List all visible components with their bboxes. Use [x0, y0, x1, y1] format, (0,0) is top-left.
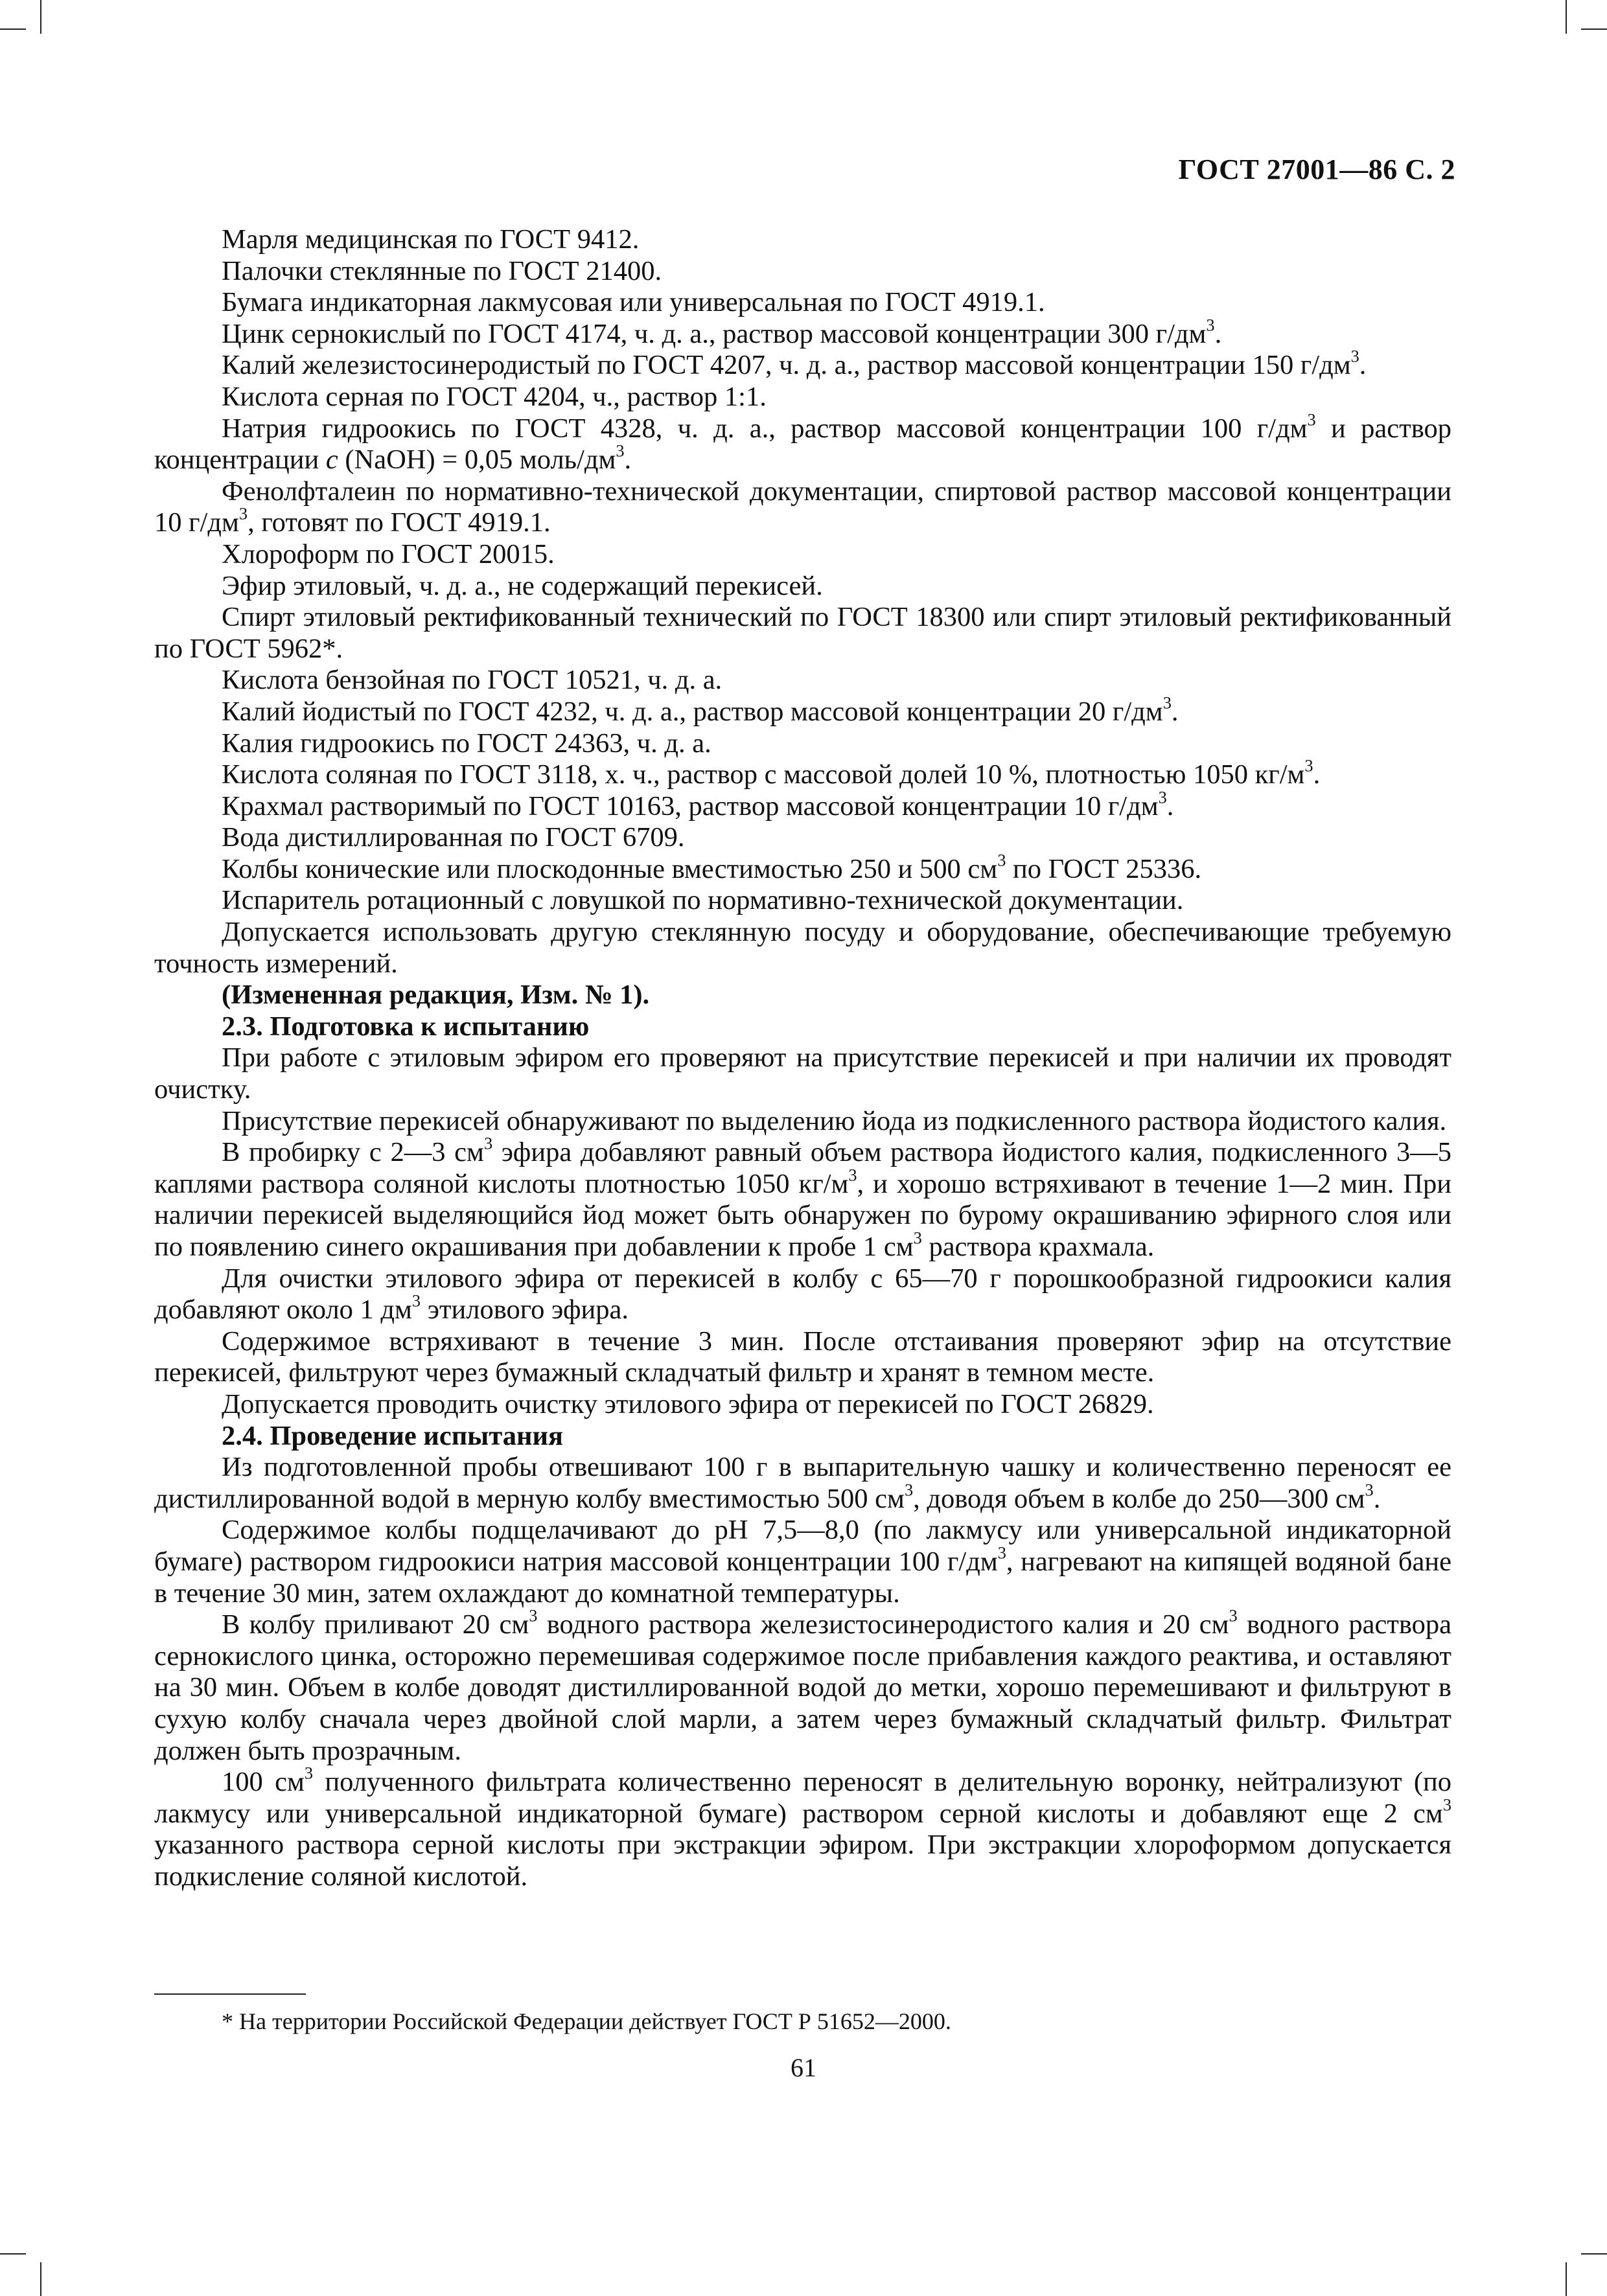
footnote-divider: [154, 1993, 306, 1995]
paragraph: Кислота бензойная по ГОСТ 10521, ч. д. а.: [222, 665, 723, 696]
paragraph: Эфир этиловый, ч. д. а., не содержащий перекисей.: [222, 570, 823, 601]
paragraph: Калий йодистый по ГОСТ 4232, ч. д. а., раствор массовой концентрации 20 $г/дм^3$.: [222, 693, 1179, 727]
paragraph: Спирт этиловый ректификованный технический по ГОСТ 18300 или спирт этиловый ректификованный по ГОСТ 5962*.: [154, 602, 1451, 664]
page-number: 61: [791, 2053, 816, 2082]
paragraph: В колбу приливают 20 $см^3$ водного раствора железистосинеродистого калия и 20 $см^3$ водного раствора сернокислого цинка, осторожно перемешивая содержимое после прибавления каждого реактива, и оставляют на 30 мин. Объем в колбе доводят дистиллированной водой до метки, хорошо перемешивают и фильтруют в сухую колбу сначала через двойной слой марли, а затем через бумажный складчатый фильтр. Фильтрат должен быть прозрачным.: [154, 1606, 1452, 1766]
crop-mark: [1581, 29, 1607, 30]
document-body: [154, 224, 1451, 1892]
crop-mark: [1581, 2253, 1607, 2255]
paragraph: Из подготовленной пробы отвешивают 100 г в выпарительную чашку и количественно переносят ее дистиллированной водой в мерную колбу вместимостью 500 $см^3$, доводя объем в колбе до 250—300 $см^3$.: [154, 1452, 1451, 1514]
section-heading: 2.3. Подготовка к испытанию: [222, 1011, 590, 1042]
crop-mark: [0, 29, 26, 30]
paragraph: Кислота серная по ГОСТ 4204, ч., раствор 1:1.: [222, 381, 767, 412]
paragraph: Крахмал растворимый по ГОСТ 10163, раствор массовой концентрации 10 $г/дм^3$.: [222, 788, 1174, 821]
crop-mark: [1566, 0, 1567, 34]
paragraph: Испаритель ротационный с ловушкой по нормативно-технической документации.: [222, 885, 1184, 916]
paragraph: При работе с этиловым эфиром его проверяют на присутствие перекисей и при наличии их проводят очистку.: [154, 1042, 1451, 1105]
paragraph: Допускается использовать другую стеклянную посуду и оборудование, обеспечивающие требуемую точность измерений.: [154, 917, 1451, 979]
paragraph: Допускается проводить очистку этилового эфира от перекисей по ГОСТ 26829.: [222, 1388, 1154, 1419]
crop-mark: [0, 2253, 26, 2255]
page-header: ГОСТ 27001—86 С. 2: [1178, 154, 1455, 185]
paragraph: Хлороформ по ГОСТ 20015.: [222, 538, 555, 569]
paragraph: Натрия гидроокись по ГОСТ 4328, ч. д. а., раствор массовой концентрации 100 $г/дм^3$ и раствор концентрации с (NaOH) = 0,05 моль/$дм^3$.: [154, 410, 1451, 476]
paragraph: В пробирку с 2—3 $см^3$ эфира добавляют равный объем раствора йодистого калия, подкисленного 3—5 каплями раствора соляной кислоты плотностью 1050 $кг/м^3$, и хорошо встряхивают в течение 1—2 мин. При наличии перекисей выделяющийся йод может быть обнаружен по бурому окрашиванию эфирного слоя или по появлению синего окрашивания при добавлении к пробе 1 $см^3$ раствора крахмала.: [154, 1134, 1452, 1262]
paragraph: Для очистки этилового эфира от перекисей в колбу с 65—70 г порошкообразной гидроокиси калия добавляют около 1 $дм^3$ этилового эфира.: [154, 1263, 1451, 1326]
paragraph: Калия гидроокись по ГОСТ 24363, ч. д. а.: [222, 728, 711, 759]
paragraph: Колбы конические или плоскодонные вместимостью 250 и 500 $см^3$ по ГОСТ 25336.: [222, 851, 1202, 884]
crop-mark: [1566, 2262, 1567, 2296]
paragraph: Палочки стеклянные по ГОСТ 21400.: [222, 255, 662, 286]
paragraph: Марля медицинская по ГОСТ 9412.: [222, 224, 640, 255]
paragraph: Бумага индикаторная лакмусовая или универсальная по ГОСТ 4919.1.: [222, 287, 1045, 318]
crop-mark: [40, 0, 41, 34]
paragraph: Фенолфталеин по нормативно-технической документации, спиртовой раствор массовой концентрации 10 $г/дм^3$, готовят по ГОСТ 4919.1.: [154, 476, 1451, 538]
crop-mark: [40, 2262, 41, 2296]
paragraph: Калий железистосинеродистый по ГОСТ 4207, ч. д. а., раствор массовой концентрации 150 $г/дм^3$.: [222, 347, 1367, 381]
section-heading: (Измененная редакция, Изм. № 1).: [222, 980, 650, 1011]
paragraph: Содержимое встряхивают в течение 3 мин. После отстаивания проверяют эфир на отсутствие перекисей, фильтруют через бумажный складчатый фильтр и хранят в темном месте.: [154, 1326, 1451, 1388]
paragraph: Вода дистиллированная по ГОСТ 6709.: [222, 822, 685, 853]
section-heading: 2.4. Проведение испытания: [222, 1420, 563, 1451]
paragraph: 100 $см^3$ полученного фильтрата количественно переносят в делительную воронку, нейтрализуют (по лакмусу или универсальной индикаторной бумаге) раствором серной кислоты и добавляют еще 2 $см^3$ указанного раствора серной кислоты при экстракции эфиром. При экстракции хлороформом допускается подкисление соляной кислотой.: [154, 1763, 1451, 1892]
paragraph: Содержимое колбы подщелачивают до рН 7,5—8,0 (по лакмусу или универсальной индикаторной бумаге) раствором гидроокиси натрия массовой концентрации 100 $г/дм^3$, нагревают на кипящей водяной бане в течение 30 мин, затем охлаждают до комнатной температуры.: [154, 1515, 1451, 1609]
paragraph: Присутствие перекисей обнаруживают по выделению йода из подкисленного раствора йодистого калия.: [222, 1105, 1447, 1136]
paragraph: Кислота соляная по ГОСТ 3118, х. ч., раствор с массовой долей 10 %, плотностью 1050 $кг/м^3$.: [222, 756, 1321, 790]
footnote: * На территории Российской Федерации действует ГОСТ Р 51652—2000.: [222, 2008, 951, 2034]
paragraph: Цинк сернокислый по ГОСТ 4174, ч. д. а., раствор массовой концентрации 300 $г/дм^3$.: [222, 316, 1222, 349]
